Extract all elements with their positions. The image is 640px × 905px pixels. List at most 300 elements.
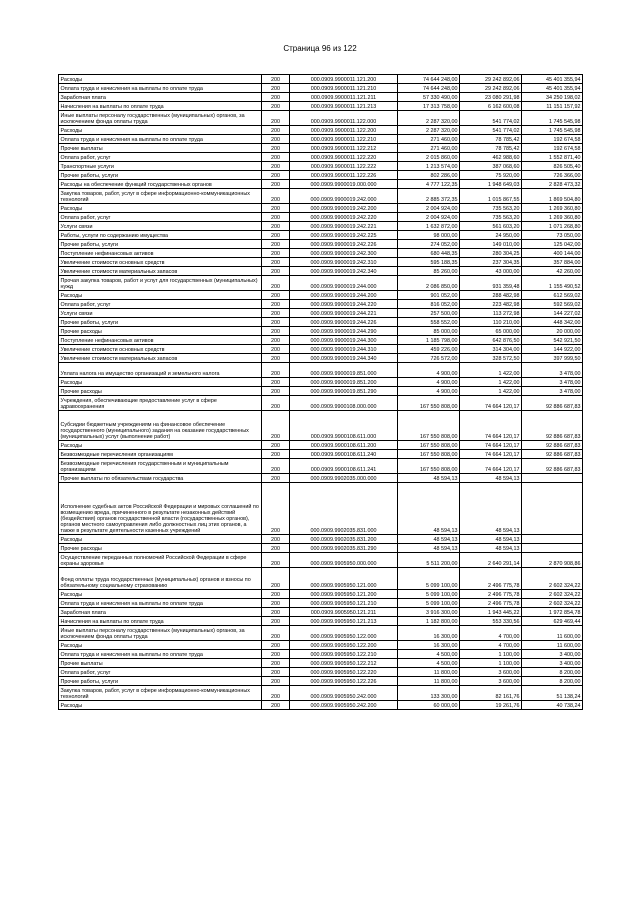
expense-name-cell: Оплата работ, услуг (59, 153, 262, 162)
remaining-amount-cell: 42 260,00 (522, 267, 583, 276)
approved-amount-cell: 2 004 924,00 (398, 204, 460, 213)
expense-name-cell: Расходы (59, 441, 262, 450)
table-row (59, 258, 583, 267)
table-row (59, 459, 583, 474)
table-row (59, 668, 583, 677)
line-code-cell: 200 (262, 450, 290, 459)
budget-classification-code-cell: 000.0909.9900019.244.220 (290, 300, 398, 309)
budget-classification-code-cell: 000.0909.9905950.122.000 (290, 626, 398, 641)
table-row (59, 231, 583, 240)
expense-name-cell: Начисления на выплаты по оплате труда (59, 102, 262, 111)
expense-name-cell: Прочие выплаты (59, 144, 262, 153)
expense-name-cell: Расходы (59, 701, 262, 710)
line-code-cell: 200 (262, 599, 290, 608)
executed-amount-cell: 48 594,13 (460, 474, 522, 483)
expense-name-cell: Прочие работы, услуги (59, 240, 262, 249)
approved-amount-cell: 2 287 320,00 (398, 126, 460, 135)
line-code-cell: 200 (262, 327, 290, 336)
remaining-amount-cell: 448 342,00 (522, 318, 583, 327)
table-row (59, 222, 583, 231)
approved-amount-cell: 167 550 808,00 (398, 441, 460, 450)
remaining-amount-cell: 592 569,02 (522, 300, 583, 309)
table-row (59, 126, 583, 135)
expense-name-cell: Оплата работ, услуг (59, 300, 262, 309)
budget-classification-code-cell: 000.0909.9900019.242.220 (290, 213, 398, 222)
budget-classification-code-cell: 000.0909.9900019.242.200 (290, 204, 398, 213)
budget-classification-code-cell: 000.0909.9900019.851.290 (290, 387, 398, 396)
remaining-amount-cell: 34 250 198,02 (522, 93, 583, 102)
expense-name-cell: Услуги связи (59, 222, 262, 231)
remaining-amount-cell: 826 505,40 (522, 162, 583, 171)
expense-name-cell: Фонд оплаты труда государственных (муниципальных) органов и взносы по обязательному социальному страхованию (59, 568, 262, 590)
table-row (59, 336, 583, 345)
remaining-amount-cell: 1 269 360,80 (522, 204, 583, 213)
expense-name-cell: Начисления на выплаты по оплате труда (59, 617, 262, 626)
line-code-cell: 200 (262, 153, 290, 162)
approved-amount-cell: 167 550 808,00 (398, 459, 460, 474)
approved-amount-cell: 48 594,13 (398, 483, 460, 535)
executed-amount-cell: 110 210,00 (460, 318, 522, 327)
table-row (59, 599, 583, 608)
expense-name-cell: Прочие работы, услуги (59, 171, 262, 180)
approved-amount-cell: 816 052,00 (398, 300, 460, 309)
expense-name-cell: Расходы (59, 126, 262, 135)
line-code-cell: 200 (262, 240, 290, 249)
approved-amount-cell: 5 099 100,00 (398, 599, 460, 608)
executed-amount-cell: 223 482,98 (460, 300, 522, 309)
line-code-cell: 200 (262, 126, 290, 135)
table-row (59, 659, 583, 668)
approved-amount-cell: 167 550 808,00 (398, 450, 460, 459)
approved-amount-cell: 4 777 122,35 (398, 180, 460, 189)
expense-name-cell: Расходы (59, 535, 262, 544)
budget-classification-code-cell: 000.0909.9900019.244.221 (290, 309, 398, 318)
approved-amount-cell: 11 800,00 (398, 668, 460, 677)
line-code-cell: 200 (262, 162, 290, 171)
executed-amount-cell: 74 664 120,17 (460, 450, 522, 459)
budget-classification-code-cell: 000.0909.9905950.121.000 (290, 568, 398, 590)
budget-classification-code-cell: 000.0909.9900019.851.000 (290, 363, 398, 378)
approved-amount-cell: 5 099 100,00 (398, 590, 460, 599)
table-row (59, 387, 583, 396)
executed-amount-cell: 24 950,00 (460, 231, 522, 240)
line-code-cell: 200 (262, 483, 290, 535)
table-row (59, 189, 583, 204)
budget-classification-code-cell: 000.0909.9902035.831.000 (290, 483, 398, 535)
budget-classification-code-cell: 000.0909.9905950.242.000 (290, 686, 398, 701)
table-row (59, 701, 583, 710)
remaining-amount-cell: 92 886 687,83 (522, 459, 583, 474)
budget-classification-code-cell: 000.0909.9900019.242.000 (290, 189, 398, 204)
budget-classification-code-cell: 000.0909.9900011.121.210 (290, 84, 398, 93)
expense-name-cell: Услуги связи (59, 309, 262, 318)
approved-amount-cell: 802 286,00 (398, 171, 460, 180)
executed-amount-cell: 387 068,60 (460, 162, 522, 171)
line-code-cell: 200 (262, 345, 290, 354)
remaining-amount-cell: 1 155 490,52 (522, 276, 583, 291)
budget-classification-code-cell: 000.0909.9905950.122.220 (290, 668, 398, 677)
table-row (59, 354, 583, 363)
line-code-cell: 200 (262, 318, 290, 327)
executed-amount-cell: 74 664 120,17 (460, 459, 522, 474)
budget-classification-code-cell: 000.0909.9900011.122.200 (290, 126, 398, 135)
executed-amount-cell: 75 920,00 (460, 171, 522, 180)
expense-name-cell: Поступление нефинансовых активов (59, 249, 262, 258)
executed-amount-cell: 74 664 120,17 (460, 411, 522, 441)
executed-amount-cell: 735 563,20 (460, 204, 522, 213)
budget-classification-code-cell: 000.0909.9900011.122.210 (290, 135, 398, 144)
remaining-amount-cell: 92 886 687,83 (522, 396, 583, 411)
remaining-amount-cell: 1 071 268,80 (522, 222, 583, 231)
table-row (59, 626, 583, 641)
remaining-amount-cell: 92 886 687,83 (522, 450, 583, 459)
line-code-cell: 200 (262, 617, 290, 626)
budget-classification-code-cell: 000.0909.9900019.242.300 (290, 249, 398, 258)
executed-amount-cell: 113 272,98 (460, 309, 522, 318)
expense-name-cell: Поступление нефинансовых активов (59, 336, 262, 345)
expense-name-cell: Увеличение стоимости материальных запасов (59, 354, 262, 363)
table-row (59, 483, 583, 535)
budget-classification-code-cell: 000.0909.9905950.000.000 (290, 553, 398, 568)
line-code-cell: 200 (262, 378, 290, 387)
remaining-amount-cell: 542 921,50 (522, 336, 583, 345)
executed-amount-cell: 1 015 867,55 (460, 189, 522, 204)
budget-classification-code-cell: 000.0909.9902035.000.000 (290, 474, 398, 483)
table-row (59, 590, 583, 599)
approved-amount-cell: 2 004 924,00 (398, 213, 460, 222)
executed-amount-cell: 78 785,42 (460, 144, 522, 153)
remaining-amount-cell (522, 474, 583, 483)
table-row (59, 327, 583, 336)
line-code-cell: 200 (262, 641, 290, 650)
budget-classification-code-cell: 000.0909.9905950.121.200 (290, 590, 398, 599)
approved-amount-cell: 726 572,00 (398, 354, 460, 363)
expense-name-cell: Расходы (59, 641, 262, 650)
executed-amount-cell: 735 563,20 (460, 213, 522, 222)
table-row (59, 363, 583, 378)
line-code-cell: 200 (262, 396, 290, 411)
remaining-amount-cell: 2 870 908,86 (522, 553, 583, 568)
expense-name-cell: Осуществление переданных полномочий Российской Федерации в сфере охраны здоровья (59, 553, 262, 568)
table-row (59, 474, 583, 483)
table-row (59, 641, 583, 650)
remaining-amount-cell (522, 544, 583, 553)
line-code-cell: 200 (262, 204, 290, 213)
budget-classification-code-cell: 000.0909.9900108.611.240 (290, 450, 398, 459)
budget-classification-code-cell: 000.0909.9900108.000.000 (290, 396, 398, 411)
table-row (59, 535, 583, 544)
expense-name-cell: Оплата труда и начисления на выплаты по оплате труда (59, 84, 262, 93)
remaining-amount-cell: 2 828 473,32 (522, 180, 583, 189)
line-code-cell: 200 (262, 171, 290, 180)
table-row (59, 135, 583, 144)
line-code-cell: 200 (262, 276, 290, 291)
expense-name-cell: Прочие расходы (59, 387, 262, 396)
remaining-amount-cell: 629 469,44 (522, 617, 583, 626)
expense-name-cell: Расходы на обеспечение функций государственных органов (59, 180, 262, 189)
approved-amount-cell: 4 500,00 (398, 650, 460, 659)
remaining-amount-cell: 2 602 324,22 (522, 590, 583, 599)
executed-amount-cell: 553 330,56 (460, 617, 522, 626)
remaining-amount-cell: 1 269 360,80 (522, 213, 583, 222)
approved-amount-cell: 60 000,00 (398, 701, 460, 710)
remaining-amount-cell: 11 600,00 (522, 641, 583, 650)
line-code-cell: 200 (262, 309, 290, 318)
remaining-amount-cell: 1 745 545,98 (522, 126, 583, 135)
remaining-amount-cell: 20 000,00 (522, 327, 583, 336)
approved-amount-cell: 901 052,00 (398, 291, 460, 300)
executed-amount-cell: 328 572,50 (460, 354, 522, 363)
expense-name-cell: Оплата труда и начисления на выплаты по оплате труда (59, 599, 262, 608)
approved-amount-cell: 2 885 372,35 (398, 189, 460, 204)
executed-amount-cell: 149 010,00 (460, 240, 522, 249)
budget-classification-code-cell: 000.0909.9900011.121.211 (290, 93, 398, 102)
table-row (59, 378, 583, 387)
line-code-cell: 200 (262, 291, 290, 300)
executed-amount-cell: 1 422,00 (460, 378, 522, 387)
table-row (59, 267, 583, 276)
table-row (59, 153, 583, 162)
executed-amount-cell: 3 600,00 (460, 668, 522, 677)
remaining-amount-cell: 612 569,02 (522, 291, 583, 300)
line-code-cell: 200 (262, 222, 290, 231)
approved-amount-cell: 5 099 100,00 (398, 568, 460, 590)
approved-amount-cell: 48 594,13 (398, 544, 460, 553)
remaining-amount-cell: 400 144,00 (522, 249, 583, 258)
expense-name-cell: Заработная плата (59, 93, 262, 102)
approved-amount-cell: 2 086 850,00 (398, 276, 460, 291)
remaining-amount-cell: 92 886 687,83 (522, 441, 583, 450)
approved-amount-cell: 2 015 860,00 (398, 153, 460, 162)
executed-amount-cell: 288 482,98 (460, 291, 522, 300)
executed-amount-cell: 237 304,35 (460, 258, 522, 267)
executed-amount-cell: 2 496 775,78 (460, 599, 522, 608)
approved-amount-cell: 74 644 248,00 (398, 75, 460, 84)
approved-amount-cell: 274 052,00 (398, 240, 460, 249)
remaining-amount-cell: 8 200,00 (522, 668, 583, 677)
budget-classification-code-cell: 000.0909.9900108.611.241 (290, 459, 398, 474)
budget-classification-code-cell: 000.0909.9902035.831.290 (290, 544, 398, 553)
line-code-cell: 200 (262, 267, 290, 276)
line-code-cell: 200 (262, 363, 290, 378)
remaining-amount-cell: 357 884,00 (522, 258, 583, 267)
line-code-cell: 200 (262, 686, 290, 701)
page-number-header: Страница 96 из 122 (283, 44, 357, 53)
approved-amount-cell: 4 500,00 (398, 659, 460, 668)
expense-name-cell: Прочая закупка товаров, работ и услуг для государственных (муниципальных) нужд (59, 276, 262, 291)
table-row (59, 162, 583, 171)
approved-amount-cell: 1 182 800,00 (398, 617, 460, 626)
line-code-cell: 200 (262, 144, 290, 153)
expense-name-cell: Оплата труда и начисления на выплаты по оплате труда (59, 650, 262, 659)
executed-amount-cell: 561 603,20 (460, 222, 522, 231)
table-row (59, 75, 583, 84)
budget-classification-code-cell: 000.0909.9905950.122.200 (290, 641, 398, 650)
table-row (59, 450, 583, 459)
executed-amount-cell: 280 304,25 (460, 249, 522, 258)
budget-table-body (59, 75, 583, 710)
remaining-amount-cell: 144 922,00 (522, 345, 583, 354)
line-code-cell: 200 (262, 258, 290, 267)
executed-amount-cell: 314 304,00 (460, 345, 522, 354)
expense-name-cell: Учреждения, обеспечивающие предоставление услуг в сфере здравоохранения (59, 396, 262, 411)
expense-name-cell: Расходы (59, 291, 262, 300)
budget-classification-code-cell: 000.0909.9900019.242.221 (290, 222, 398, 231)
table-row (59, 276, 583, 291)
table-row (59, 102, 583, 111)
remaining-amount-cell: 2 602 324,22 (522, 568, 583, 590)
expense-name-cell: Прочие расходы (59, 544, 262, 553)
line-code-cell: 200 (262, 75, 290, 84)
budget-classification-code-cell: 000.0909.9900019.244.290 (290, 327, 398, 336)
executed-amount-cell: 3 600,00 (460, 677, 522, 686)
line-code-cell: 200 (262, 677, 290, 686)
line-code-cell: 200 (262, 441, 290, 450)
expense-name-cell: Иные выплаты персоналу государственных (муниципальных) органов, за исключением фонда оплаты труда (59, 626, 262, 641)
remaining-amount-cell (522, 483, 583, 535)
budget-classification-code-cell: 000.0909.9900019.242.310 (290, 258, 398, 267)
remaining-amount-cell: 397 999,50 (522, 354, 583, 363)
executed-amount-cell: 1 422,00 (460, 363, 522, 378)
line-code-cell: 200 (262, 93, 290, 102)
line-code-cell: 200 (262, 249, 290, 258)
executed-amount-cell: 2 496 775,78 (460, 568, 522, 590)
executed-amount-cell: 48 594,13 (460, 535, 522, 544)
remaining-amount-cell: 144 227,02 (522, 309, 583, 318)
approved-amount-cell: 1 632 872,00 (398, 222, 460, 231)
executed-amount-cell: 931 359,48 (460, 276, 522, 291)
approved-amount-cell: 17 313 758,00 (398, 102, 460, 111)
approved-amount-cell: 16 300,00 (398, 626, 460, 641)
budget-classification-code-cell: 000.0909.9900011.122.220 (290, 153, 398, 162)
expense-name-cell: Расходы (59, 378, 262, 387)
remaining-amount-cell: 2 602 324,22 (522, 599, 583, 608)
line-code-cell: 200 (262, 300, 290, 309)
table-row (59, 553, 583, 568)
expense-name-cell: Оплата работ, услуг (59, 213, 262, 222)
remaining-amount-cell: 1 972 854,78 (522, 608, 583, 617)
expense-name-cell: Прочие работы, услуги (59, 318, 262, 327)
approved-amount-cell: 98 000,00 (398, 231, 460, 240)
approved-amount-cell: 11 800,00 (398, 677, 460, 686)
table-row (59, 171, 583, 180)
line-code-cell: 200 (262, 650, 290, 659)
remaining-amount-cell (522, 535, 583, 544)
budget-classification-code-cell: 000.0909.9905950.121.211 (290, 608, 398, 617)
remaining-amount-cell: 40 738,24 (522, 701, 583, 710)
remaining-amount-cell: 8 200,00 (522, 677, 583, 686)
approved-amount-cell: 74 644 248,00 (398, 84, 460, 93)
approved-amount-cell: 85 260,00 (398, 267, 460, 276)
remaining-amount-cell: 1 869 504,80 (522, 189, 583, 204)
budget-classification-code-cell: 000.0909.9905950.122.210 (290, 650, 398, 659)
line-code-cell: 200 (262, 668, 290, 677)
budget-classification-code-cell: 000.0909.9900011.122.226 (290, 171, 398, 180)
remaining-amount-cell: 11 151 157,92 (522, 102, 583, 111)
table-row (59, 180, 583, 189)
remaining-amount-cell: 45 401 355,94 (522, 75, 583, 84)
budget-classification-code-cell: 000.0909.9905950.121.213 (290, 617, 398, 626)
line-code-cell: 200 (262, 336, 290, 345)
budget-classification-code-cell: 000.0909.9900019.244.310 (290, 345, 398, 354)
budget-classification-code-cell: 000.0909.9900019.244.300 (290, 336, 398, 345)
expense-name-cell: Субсидии бюджетным учреждениям на финансовое обеспечение государственного (муниципального) задания на оказание государственных (муниципальных) услуг (выполнение работ) (59, 411, 262, 441)
line-code-cell: 200 (262, 701, 290, 710)
approved-amount-cell: 4 900,00 (398, 387, 460, 396)
budget-classification-code-cell: 000.0909.9900019.244.000 (290, 276, 398, 291)
executed-amount-cell: 48 594,13 (460, 544, 522, 553)
executed-amount-cell: 2 496 775,78 (460, 590, 522, 599)
remaining-amount-cell: 125 042,00 (522, 240, 583, 249)
executed-amount-cell: 78 785,42 (460, 135, 522, 144)
budget-classification-code-cell: 000.0909.9900019.242.340 (290, 267, 398, 276)
approved-amount-cell: 5 511 200,00 (398, 553, 460, 568)
line-code-cell: 200 (262, 626, 290, 641)
executed-amount-cell: 82 161,76 (460, 686, 522, 701)
line-code-cell: 200 (262, 189, 290, 204)
expense-name-cell: Безвозмездные перечисления государственным и муниципальным организациям (59, 459, 262, 474)
line-code-cell: 200 (262, 84, 290, 93)
executed-amount-cell: 29 242 892,06 (460, 75, 522, 84)
table-row (59, 686, 583, 701)
table-row (59, 677, 583, 686)
approved-amount-cell: 680 448,35 (398, 249, 460, 258)
expense-name-cell: Работы, услуги по содержанию имущества (59, 231, 262, 240)
approved-amount-cell: 271 460,00 (398, 144, 460, 153)
approved-amount-cell: 48 594,13 (398, 535, 460, 544)
approved-amount-cell: 271 460,00 (398, 135, 460, 144)
executed-amount-cell: 1 943 445,22 (460, 608, 522, 617)
table-row (59, 441, 583, 450)
budget-classification-code-cell: 000.0909.9905950.122.212 (290, 659, 398, 668)
executed-amount-cell: 541 774,02 (460, 111, 522, 126)
executed-amount-cell: 541 774,02 (460, 126, 522, 135)
expense-name-cell: Увеличение стоимости основных средств (59, 345, 262, 354)
remaining-amount-cell: 45 401 355,94 (522, 84, 583, 93)
approved-amount-cell: 3 916 300,00 (398, 608, 460, 617)
executed-amount-cell: 4 700,00 (460, 641, 522, 650)
expense-name-cell: Прочие расходы (59, 327, 262, 336)
expense-name-cell: Закупка товаров, работ, услуг в сфере информационно-коммуникационных технологий (59, 686, 262, 701)
table-row (59, 309, 583, 318)
expense-name-cell: Увеличение стоимости материальных запасов (59, 267, 262, 276)
budget-classification-code-cell: 000.0909.9900011.122.222 (290, 162, 398, 171)
approved-amount-cell: 459 226,00 (398, 345, 460, 354)
expense-name-cell: Увеличение стоимости основных средств (59, 258, 262, 267)
expense-name-cell: Расходы (59, 204, 262, 213)
approved-amount-cell: 1 185 798,00 (398, 336, 460, 345)
table-row (59, 411, 583, 441)
expense-name-cell: Иные выплаты персоналу государственных (муниципальных) органов, за исключением фонда оплаты труда (59, 111, 262, 126)
budget-classification-code-cell: 000.0909.9900108.611.000 (290, 411, 398, 441)
expense-name-cell: Транспортные услуги (59, 162, 262, 171)
expense-name-cell: Расходы (59, 590, 262, 599)
line-code-cell: 200 (262, 659, 290, 668)
budget-classification-code-cell: 000.0909.9900019.244.200 (290, 291, 398, 300)
budget-classification-code-cell: 000.0909.9905950.121.210 (290, 599, 398, 608)
approved-amount-cell: 4 900,00 (398, 378, 460, 387)
expense-name-cell: Расходы (59, 75, 262, 84)
line-code-cell: 200 (262, 590, 290, 599)
line-code-cell: 200 (262, 387, 290, 396)
approved-amount-cell: 85 000,00 (398, 327, 460, 336)
table-row (59, 144, 583, 153)
approved-amount-cell: 16 300,00 (398, 641, 460, 650)
approved-amount-cell: 167 550 808,00 (398, 411, 460, 441)
executed-amount-cell: 4 700,00 (460, 626, 522, 641)
expense-name-cell: Прочие выплаты (59, 659, 262, 668)
table-row (59, 240, 583, 249)
